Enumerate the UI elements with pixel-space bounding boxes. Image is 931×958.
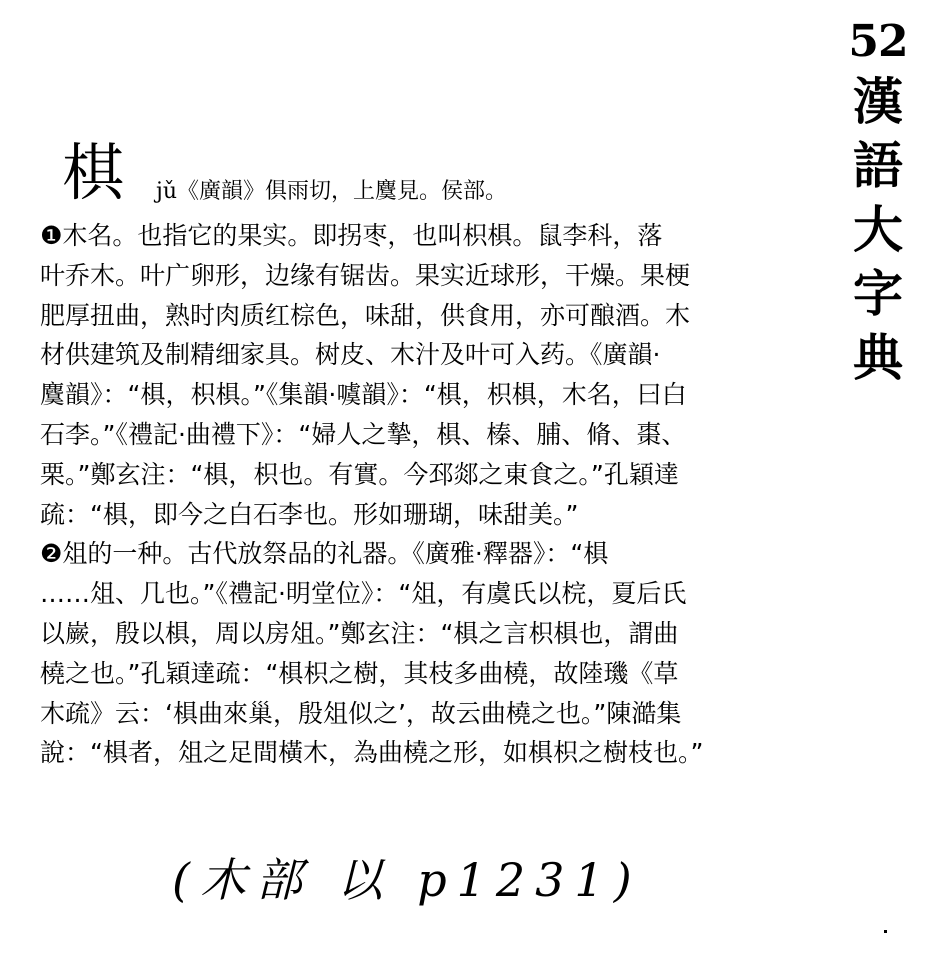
definition-line: 栗。”鄭玄注：“椇，枳也。有實。今邳郯之東食之。”孔穎達 <box>40 459 679 489</box>
definition-line: 材供建筑及制精细家具。树皮、木汁及叶可入药。《廣韻· <box>40 340 661 370</box>
handwritten-note: (木部 以 p1231) <box>172 853 642 907</box>
definition-body <box>40 216 810 773</box>
definition-line: ❷俎的一种。古代放祭品的礼器。《廣雅·釋器》：“椇 <box>40 539 609 569</box>
definition-line: 肥厚扭曲，熟时肉质红棕色，味甜，供食用，亦可酿酒。木 <box>40 300 691 330</box>
dictionary-title <box>838 14 918 390</box>
definition-line: 麌韻》：“椇，枳椇。”《集韻·噳韻》：“椇，枳椇，木名，曰白 <box>40 380 687 410</box>
title-char: 大 <box>853 200 903 259</box>
definition-line: 橈之也。”孔穎達疏：“椇枳之樹，其枝多曲橈，故陸璣《草 <box>40 658 679 688</box>
definition-line: 說：“椇者，俎之足間橫木，為曲橈之形，如椇枳之樹枝也。” <box>40 738 704 768</box>
definition-line: ❶木名。也指它的果实。即拐枣，也叫枳椇。鼠李科，落 <box>40 221 663 250</box>
headword: 棋 <box>62 136 125 209</box>
definition-line: 木疏》云：‘椇曲來巢，殷俎似之’，故云曲橈之也。”陳澔集 <box>40 698 682 728</box>
title-char: 典 <box>853 328 903 387</box>
definition-line: 疏：“椇，即今之白石李也。形如珊瑚，味甜美。” <box>40 499 579 529</box>
definition-line: 叶乔木。叶广卵形，边缘有锯齿。果实近球形，干燥。果梗 <box>40 260 691 290</box>
definition-line: 石李。”《禮記·曲禮下》：“婦人之摯，椇、榛、脯、脩、棗、 <box>40 419 687 449</box>
definition-line: 以嶡，殷以椇，周以房俎。”鄭玄注：“椇之言枳椇也，謂曲 <box>40 618 679 648</box>
scan-speck <box>884 930 887 933</box>
pronunciation-line: jǔ《廣韻》俱雨切，上麌見。侯部。 <box>156 179 507 204</box>
title-char: 漢 <box>853 72 903 131</box>
volume-number: 52 <box>848 16 908 67</box>
definition-line: ……俎、几也。”《禮記·明堂位》：“俎，有虞氏以梡，夏后氏 <box>40 579 687 609</box>
title-char: 字 <box>853 264 903 323</box>
title-char: 語 <box>853 136 903 195</box>
